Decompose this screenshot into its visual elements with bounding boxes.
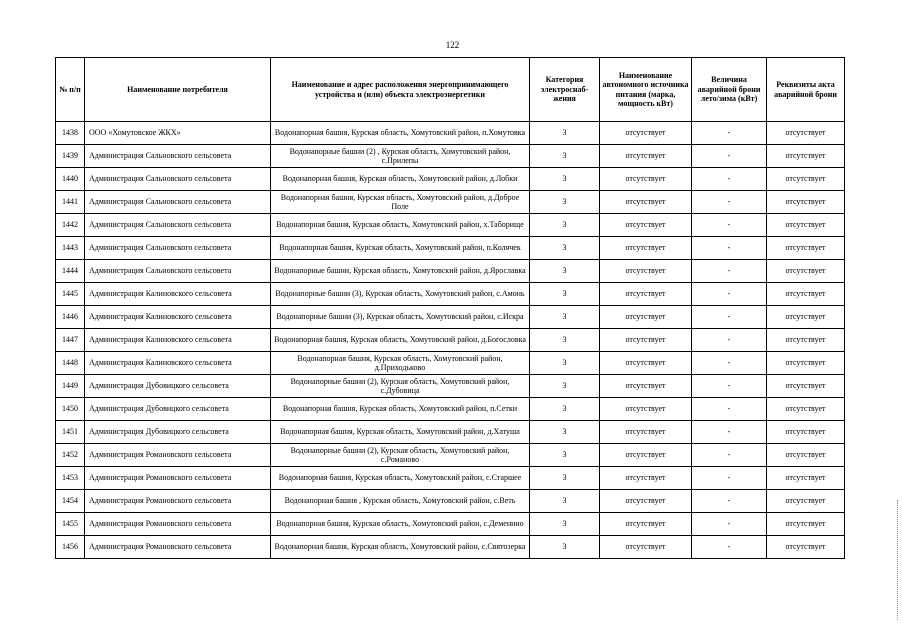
table-row [56,283,845,306]
row-number: 1443 [56,237,85,260]
row-consumer: Администрация Романовского сельсовета [85,513,271,536]
consumer-registry-table [55,57,845,559]
row-address: Водонапорная башня, Курская область, Хомутовский район, п.Сетки [271,398,530,421]
table-row [56,306,845,329]
row-power-source: отсутствует [600,513,692,536]
row-consumer: Администрация Сальновского сельсовета [85,260,271,283]
header-category: Категория электроснаб-жения [530,58,600,122]
row-reserve: - [692,306,767,329]
row-address: Водонапорная башня, Курская область, Хомутовский район, х.Таборище [271,214,530,237]
row-category: 3 [530,191,600,214]
row-reserve: - [692,191,767,214]
row-consumer: Администрация Сальновского сельсовета [85,237,271,260]
row-power-source: отсутствует [600,490,692,513]
row-act: отсутствует [767,444,845,467]
row-number: 1453 [56,467,85,490]
row-address: Водонапорная башня , Курская область, Хомутовский район, с.Веть [271,490,530,513]
header-consumer: Наименование потребителя [85,58,271,122]
row-number: 1452 [56,444,85,467]
row-consumer: Администрация Романовского сельсовета [85,536,271,559]
row-number: 1441 [56,191,85,214]
row-number: 1447 [56,329,85,352]
row-category: 3 [530,398,600,421]
row-consumer: Администрация Калиновского сельсовета [85,306,271,329]
row-act: отсутствует [767,536,845,559]
table-row [56,490,845,513]
row-power-source: отсутствует [600,145,692,168]
row-consumer: Администрация Романовского сельсовета [85,490,271,513]
row-category: 3 [530,306,600,329]
row-reserve: - [692,490,767,513]
row-address: Водонапорные башни (3), Курская область, Хомутовский район, с.Искра [271,306,530,329]
row-reserve: - [692,260,767,283]
row-act: отсутствует [767,352,845,375]
row-category: 3 [530,260,600,283]
row-consumer: Администрация Сальновского сельсовета [85,191,271,214]
table-header-row [56,58,845,122]
row-number: 1449 [56,375,85,398]
row-address: Водонапорные башни (2), Курская область, Хомутовский район, с.Романово [271,444,530,467]
row-category: 3 [530,467,600,490]
row-number: 1450 [56,398,85,421]
row-reserve: - [692,168,767,191]
row-reserve: - [692,283,767,306]
row-power-source: отсутствует [600,329,692,352]
row-act: отсутствует [767,191,845,214]
row-address: Водонапорная башня, Курская область, Хомутовский район, п.Хомутовка [271,122,530,145]
table-row [56,145,845,168]
row-address: Водонапорная башня, Курская область, Хомутовский район, д.Богословка [271,329,530,352]
row-reserve: - [692,329,767,352]
row-consumer: Администрация Сальновского сельсовета [85,145,271,168]
row-reserve: - [692,536,767,559]
row-power-source: отсутствует [600,398,692,421]
row-category: 3 [530,375,600,398]
table-row [56,375,845,398]
row-power-source: отсутствует [600,467,692,490]
scan-edge-mark [897,500,899,620]
row-power-source: отсутствует [600,191,692,214]
row-reserve: - [692,352,767,375]
row-category: 3 [530,237,600,260]
row-reserve: - [692,145,767,168]
row-category: 3 [530,214,600,237]
row-reserve: - [692,513,767,536]
row-number: 1442 [56,214,85,237]
row-reserve: - [692,444,767,467]
row-power-source: отсутствует [600,260,692,283]
row-reserve: - [692,122,767,145]
row-category: 3 [530,490,600,513]
row-power-source: отсутствует [600,168,692,191]
table-row [56,536,845,559]
table-row [56,467,845,490]
row-number: 1439 [56,145,85,168]
header-number: № п/п [56,58,85,122]
row-power-source: отсутствует [600,444,692,467]
header-address: Наименование и адрес расположения энергопринимающего устройства и (или) объекта электроэнергетики [271,58,530,122]
row-address: Водонапорная башня, Курская область, Хомутовский район, д.Хатуша [271,421,530,444]
row-category: 3 [530,168,600,191]
row-address: Водонапорная башня, Курская область, Хомутовский район, с.Деменино [271,513,530,536]
row-consumer: Администрация Калиновского сельсовета [85,283,271,306]
row-address: Водонапорная башня, Курская область, Хомутовский район, с.Старшее [271,467,530,490]
row-number: 1454 [56,490,85,513]
row-consumer: Администрация Дубовицкого сельсовета [85,421,271,444]
row-act: отсутствует [767,421,845,444]
row-address: Водонапорная башня, Курская область, Хомутовский район, д.Доброе Поле [271,191,530,214]
row-reserve: - [692,421,767,444]
row-consumer: Администрация Сальновского сельсовета [85,168,271,191]
row-act: отсутствует [767,467,845,490]
row-act: отсутствует [767,513,845,536]
row-number: 1456 [56,536,85,559]
row-category: 3 [530,329,600,352]
row-number: 1440 [56,168,85,191]
row-consumer: Администрация Романовского сельсовета [85,444,271,467]
row-act: отсутствует [767,122,845,145]
row-power-source: отсутствует [600,306,692,329]
row-category: 3 [530,283,600,306]
row-category: 3 [530,421,600,444]
row-power-source: отсутствует [600,122,692,145]
table-row [56,168,845,191]
row-consumer: ООО «Хомутовское ЖКХ» [85,122,271,145]
row-address: Водонапорные башни, Курская область, Хомутовский район, д.Ярославка [271,260,530,283]
row-category: 3 [530,444,600,467]
row-consumer: Администрация Калиновского сельсовета [85,329,271,352]
table-row [56,214,845,237]
row-power-source: отсутствует [600,375,692,398]
row-address: Водонапорная башня, Курская область, Хомутовский район, д.Приходьково [271,352,530,375]
table-row [56,122,845,145]
header-reserve: Величина аварийной брони лето/зима (кВт) [692,58,767,122]
table-row [56,329,845,352]
row-reserve: - [692,214,767,237]
table-row [56,444,845,467]
row-address: Водонапорные башни (2), Курская область, Хомутовский район, с.Дубовица [271,375,530,398]
row-address: Водонапорные башни (3), Курская область, Хомутовский район, с.Амонь [271,283,530,306]
row-act: отсутствует [767,260,845,283]
row-reserve: - [692,398,767,421]
row-act: отсутствует [767,145,845,168]
row-power-source: отсутствует [600,536,692,559]
row-reserve: - [692,467,767,490]
row-number: 1438 [56,122,85,145]
row-address: Водонапорная башня, Курская область, Хомутовский район, д.Лобки [271,168,530,191]
row-address: Водонапорная башня, Курская область, Хомутовский район, п.Колячек [271,237,530,260]
row-act: отсутствует [767,283,845,306]
row-act: отсутствует [767,398,845,421]
row-address: Водонапорная башня, Курская область, Хомутовский район, с.Святозерка [271,536,530,559]
row-category: 3 [530,122,600,145]
table-row [56,513,845,536]
row-act: отсутствует [767,329,845,352]
row-act: отсутствует [767,490,845,513]
row-category: 3 [530,513,600,536]
table-row [56,352,845,375]
row-act: отсутствует [767,375,845,398]
row-number: 1451 [56,421,85,444]
row-reserve: - [692,375,767,398]
row-consumer: Администрация Калиновского сельсовета [85,352,271,375]
row-consumer: Администрация Романовского сельсовета [85,467,271,490]
row-act: отсутствует [767,168,845,191]
table-row [56,191,845,214]
page-number: 122 [445,40,460,50]
row-number: 1445 [56,283,85,306]
row-power-source: отсутствует [600,352,692,375]
row-act: отсутствует [767,214,845,237]
header-act: Реквизиты акта аварийной брони [767,58,845,122]
table-row [56,260,845,283]
row-act: отсутствует [767,237,845,260]
row-act: отсутствует [767,306,845,329]
row-number: 1455 [56,513,85,536]
row-category: 3 [530,536,600,559]
row-power-source: отсутствует [600,283,692,306]
row-consumer: Администрация Дубовицкого сельсовета [85,398,271,421]
header-power-source: Наименование автономного источника питания (марка, мощность кВт) [600,58,692,122]
row-power-source: отсутствует [600,214,692,237]
row-number: 1444 [56,260,85,283]
table-row [56,237,845,260]
table-row [56,398,845,421]
table-body [56,122,845,559]
row-category: 3 [530,352,600,375]
row-category: 3 [530,145,600,168]
row-reserve: - [692,237,767,260]
row-consumer: Администрация Дубовицкого сельсовета [85,375,271,398]
row-address: Водонапорные башни (2) , Курская область, Хомутовский район, с.Прилепы [271,145,530,168]
table-row [56,421,845,444]
row-power-source: отсутствует [600,421,692,444]
row-consumer: Администрация Сальновского сельсовета [85,214,271,237]
row-number: 1446 [56,306,85,329]
row-number: 1448 [56,352,85,375]
row-power-source: отсутствует [600,237,692,260]
